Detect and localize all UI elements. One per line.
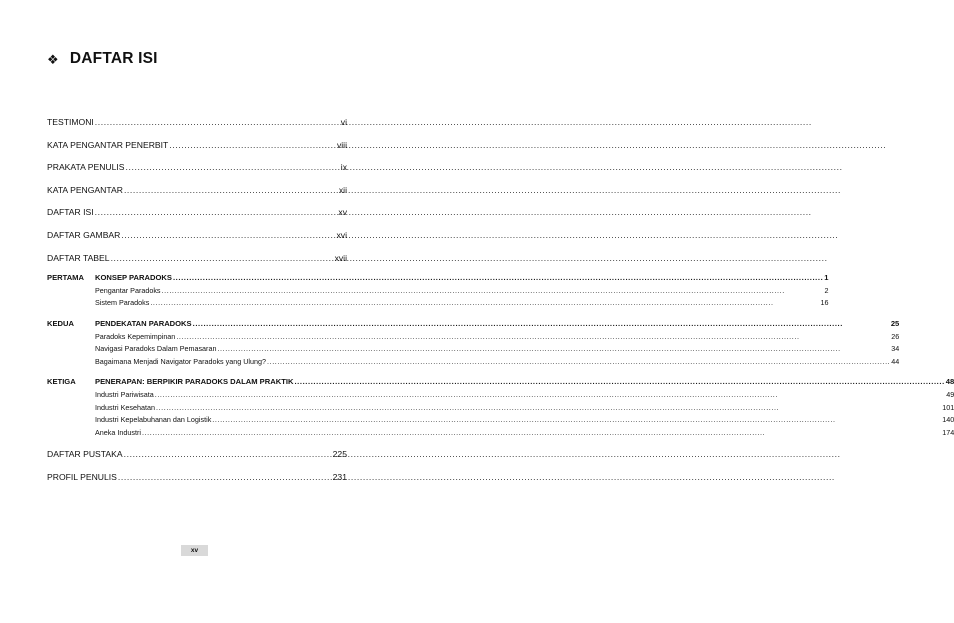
toc-entry-page: 49: [946, 389, 954, 399]
dot-leader: [267, 356, 890, 369]
diamond-bullet-icon: ❖: [47, 51, 59, 67]
chapter-title: KONSEP PARADOKS: [95, 273, 172, 283]
dot-leader: [124, 443, 332, 466]
toc-entry-page: xvi: [336, 229, 347, 240]
toc-entry-page: 231: [332, 471, 347, 482]
dot-leader: [155, 389, 946, 402]
dot-leader: [294, 376, 944, 389]
section-entry[interactable]: [95, 297, 829, 310]
section-entry[interactable]: [95, 427, 954, 440]
chapter-number: PERTAMA: [47, 273, 84, 283]
chapter-title: PENDEKATAN PARADOKS: [95, 318, 192, 328]
section-label: Industri Kepelabuhanan dan Logistik: [95, 415, 212, 425]
dot-leader: [118, 466, 332, 489]
toc-entry-label: DAFTAR ISI: [47, 207, 94, 218]
toc-entry-page: ix: [340, 162, 347, 173]
toc-entry-kata-pengantar-penerbit[interactable]: [47, 134, 347, 157]
back-matter-list: [47, 443, 347, 488]
chapter-title: PENERAPAN: BERPIKIR PARADOKS DALAM PRAKTIK: [95, 377, 294, 387]
toc-entry-page: 174: [942, 427, 954, 437]
toc-entry-page: 140: [942, 415, 954, 425]
dot-leader: [111, 247, 334, 270]
chapter-kedua: [47, 318, 900, 368]
toc-entry-page: xii: [338, 184, 347, 195]
dot-leader: [212, 414, 941, 427]
toc-entry-page: xv: [338, 207, 347, 218]
dot-leader: [173, 272, 823, 285]
toc-entry-daftar-gambar[interactable]: [47, 224, 347, 247]
section-label: Industri Pariwisata: [95, 389, 154, 399]
table-of-contents: [47, 111, 954, 488]
toc-entry-label: PROFIL PENULIS: [47, 471, 117, 482]
toc-entry-page: 26: [891, 331, 900, 341]
page-title: [47, 50, 158, 68]
toc-entry-label: PRAKATA PENULIS: [47, 162, 125, 173]
dot-leader: [126, 156, 340, 179]
toc-entry-testimoni[interactable]: [47, 111, 347, 134]
toc-entry-page: 48: [945, 377, 954, 387]
section-label: Sistem Paradoks: [95, 298, 150, 308]
section-label: Bagaimana Menjadi Navigator Paradoks yang Ulung?: [95, 356, 267, 366]
chapter-pertama: [47, 272, 829, 310]
section-label: Industri Kesehatan: [95, 402, 155, 412]
dot-leader: [121, 224, 335, 247]
chapter-number: KEDUA: [47, 318, 75, 328]
section-label: Navigasi Paradoks Dalam Pemasaran: [95, 344, 217, 354]
chapter-entries: [95, 318, 899, 368]
toc-entry-page: 101: [942, 402, 954, 412]
dot-leader: [124, 179, 338, 202]
dot-leader: [169, 134, 336, 157]
section-entry[interactable]: [95, 402, 954, 415]
toc-entry-label: DAFTAR GAMBAR: [47, 229, 121, 240]
toc-entry-page: xvii: [334, 252, 347, 263]
section-entry[interactable]: [95, 285, 829, 298]
toc-entry-page: vi: [340, 117, 347, 127]
toc-entry-profil-penulis[interactable]: [47, 466, 347, 489]
toc-entry-page: viii: [336, 139, 347, 150]
page-number-badge: xv: [181, 545, 208, 556]
chapter-title-entry[interactable]: [95, 272, 829, 285]
section-label: Aneka Industri: [95, 427, 141, 437]
page-title-text: DAFTAR ISI: [69, 50, 158, 67]
dot-leader: [95, 201, 338, 224]
toc-entry-label: DAFTAR PUSTAKA: [47, 449, 123, 460]
toc-entry-daftar-pustaka[interactable]: [47, 443, 347, 466]
toc-entry-label: TESTIMONI: [47, 117, 94, 127]
toc-entry-daftar-tabel[interactable]: [47, 247, 347, 270]
toc-entry-page: 16: [820, 298, 829, 308]
chapter-entries: [95, 272, 829, 310]
dot-leader: [150, 297, 819, 310]
toc-entry-page: 225: [332, 449, 347, 460]
section-entry[interactable]: [95, 343, 899, 356]
chapter-number: KETIGA: [47, 377, 76, 387]
dot-leader: [156, 402, 941, 415]
toc-entry-page: 2: [824, 285, 829, 295]
toc-entry-page: 1: [824, 273, 829, 283]
section-entry[interactable]: [95, 356, 899, 369]
chapter-ketiga: [47, 376, 954, 439]
toc-entry-daftar-isi[interactable]: [47, 201, 347, 224]
dot-leader: [95, 111, 340, 134]
toc-entry-label: KATA PENGANTAR PENERBIT: [47, 139, 169, 150]
dot-leader: [217, 343, 890, 356]
front-matter-list: [47, 111, 347, 269]
dot-leader: [142, 427, 941, 440]
section-label: Pengantar Paradoks: [95, 285, 161, 295]
toc-entry-label: KATA PENGANTAR: [47, 184, 123, 195]
section-label: Paradoks Kepemimpinan: [95, 331, 176, 341]
toc-entry-page: 44: [891, 356, 900, 366]
toc-entry-label: DAFTAR TABEL: [47, 252, 110, 263]
section-entry[interactable]: [95, 389, 954, 402]
toc-entry-prakata-penulis[interactable]: [47, 156, 347, 179]
toc-entry-page: 34: [891, 344, 900, 354]
toc-entry-kata-pengantar[interactable]: [47, 179, 347, 202]
dot-leader: [176, 331, 890, 344]
chapter-title-entry[interactable]: [95, 376, 954, 389]
dot-leader: [162, 285, 824, 298]
section-entry[interactable]: [95, 331, 899, 344]
chapter-title-entry[interactable]: [95, 318, 899, 331]
dot-leader: [193, 318, 890, 331]
toc-entry-page: 25: [890, 318, 900, 328]
section-entry[interactable]: [95, 414, 954, 427]
chapter-entries: [95, 376, 954, 439]
